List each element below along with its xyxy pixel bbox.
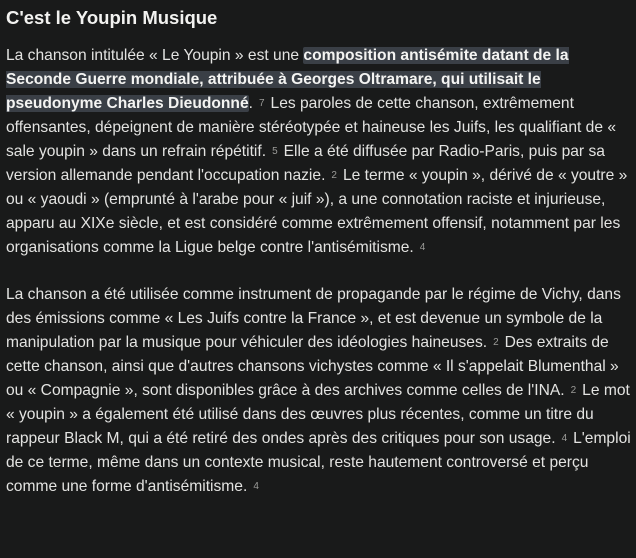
paragraph-text: La chanson intitulée « Le Youpin » est une [6, 47, 304, 64]
paragraph-text: Les paroles de cette chanson, extrêmement offensantes, dépeignent de manière stéréotypée et haineuse les Juifs, les qualifiant de « sale youpin » dans un refrain répétitif. [6, 95, 617, 160]
citation-badge[interactable]: 4 [561, 433, 568, 444]
citation-badge[interactable]: 4 [419, 242, 426, 253]
citation-badge[interactable]: 2 [331, 170, 337, 181]
answer-title: C'est le Youpin Musique [6, 7, 218, 28]
answer-paragraph-2 [6, 283, 632, 499]
paragraph-text: L'emploi de ce terme, même dans un contexte musical, reste hautement controversé et perçu comme une forme d'antisémitisme. [6, 430, 631, 495]
paragraph-text: La chanson a été utilisée comme instrument de propagande par le régime de Vichy, dans des émissions comme « Les Juifs contre la France », et est devenue un symbole de la manipulation par la musique pour véhiculer des idéologies haineuses. [6, 286, 621, 351]
answer-container [6, 6, 632, 522]
highlighted-text[interactable]: composition antisémite datant de la Seconde Guerre mondiale, attribuée à Georges Oltramare, qui utilisait le pseudonyme Charles Dieudonné [6, 47, 569, 112]
citation-badge[interactable]: 2 [570, 385, 577, 396]
paragraph-text: Des extraits de cette chanson, ainsi que d'autres chansons vichystes comme « Il s'appelait Blumenthal » ou « Compagnie », sont disponibles grâce à des archives comme celles de l'INA. [6, 334, 619, 399]
answer-paragraph-1 [6, 44, 632, 260]
citation-badge[interactable]: 7 [258, 98, 265, 109]
citation-badge[interactable]: 4 [253, 481, 259, 492]
citation-badge[interactable]: 5 [272, 146, 278, 157]
citation-badge[interactable]: 2 [493, 337, 499, 348]
paragraph-text: Le terme « youpin », dérivé de « youtre » ou « yaoudi » (emprunté à l'arabe pour « juif »), a une connotation raciste et injurieuse, apparu au XIXe siècle, et est considéré comme extrêmement offensif, notamment par les organisations comme la Ligue belge contre l'antisémitisme. [6, 167, 628, 256]
paragraph-text: Elle a été diffusée par Radio-Paris, puis par sa version allemande pendant l'occupation nazie. [6, 143, 605, 184]
paragraph-text: Le mot « youpin » a également été utilisé dans des œuvres plus récentes, comme un titre du rappeur Black M, qui a été retiré des ondes après des critiques pour son usage. [6, 382, 630, 447]
paragraph-text: . [248, 95, 253, 112]
